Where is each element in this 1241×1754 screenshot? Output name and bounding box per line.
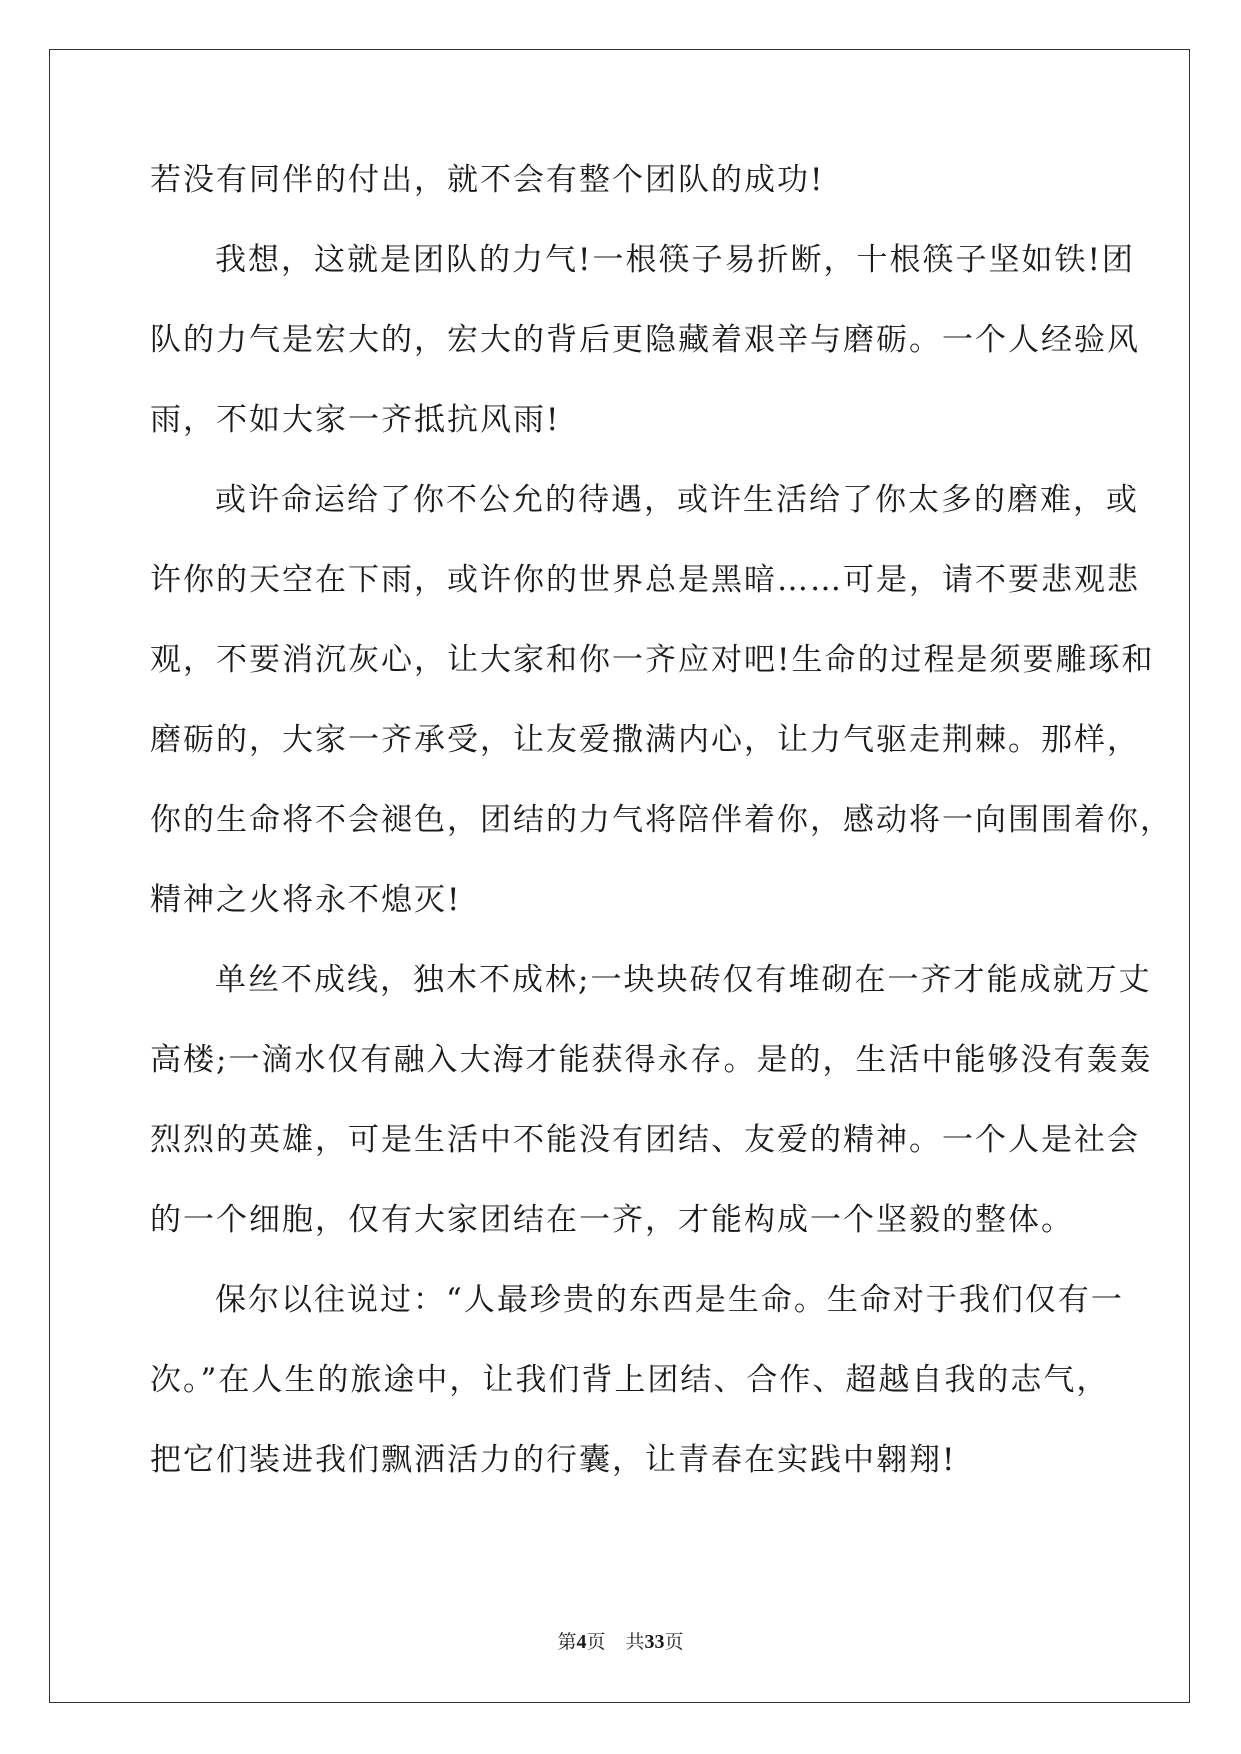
paragraph-start-line: 保尔以往说过：“人最珍贵的东西是生命。生命对于我们仅有一 xyxy=(215,1282,1124,1318)
page-number: 4 xyxy=(576,1631,587,1653)
page-footer xyxy=(0,1627,1241,1654)
footer-prefix: 第 xyxy=(557,1632,577,1653)
footer-total-suffix: 页 xyxy=(664,1632,684,1653)
text-line: 你的生命将不会褪色，团结的力气将陪伴着你，感动将一向围围着你， xyxy=(150,802,1173,838)
text-line: 精神之火将永不熄灭! xyxy=(150,882,462,918)
footer-total-prefix: 共 xyxy=(625,1632,645,1653)
paragraph-start-line: 单丝不成线，独木不成林;一块块砖仅有堆砌在一齐才能成就万丈 xyxy=(215,962,1152,998)
text-line: 观，不要消沉灰心，让大家和你一齐应对吧!生命的过程是须要雕琢和 xyxy=(150,642,1155,678)
text-line: 磨砺的，大家一齐承受，让友爱撒满内心，让力气驱走荆棘。那样， xyxy=(150,722,1140,758)
text-line: 雨，不如大家一齐抵抗风雨! xyxy=(150,402,561,438)
text-line: 高楼;一滴水仅有融入大海才能获得永存。是的，生活中能够没有轰轰 xyxy=(150,1042,1153,1078)
text-line: 的一个细胞，仅有大家团结在一齐，才能构成一个坚毅的整体。 xyxy=(150,1202,1074,1238)
paragraph-start-line: 或许命运给了你不公允的待遇，或许生活给了你太多的磨难，或 xyxy=(215,482,1139,518)
text-line: 烈烈的英雄，可是生活中不能没有团结、友爱的精神。一个人是社会 xyxy=(150,1122,1140,1158)
paragraph-start-line: 我想，这就是团队的力气!一根筷子易折断，十根筷子坚如铁!团 xyxy=(215,242,1135,278)
text-line: 许你的天空在下雨，或许你的世界总是黑暗……可是，请不要悲观悲 xyxy=(150,562,1140,598)
text-line: 若没有同伴的付出，就不会有整个团队的成功! xyxy=(150,162,825,198)
text-line: 把它们装进我们飘洒活力的行囊，让青春在实践中翱翔! xyxy=(150,1442,957,1478)
footer-page-suffix: 页 xyxy=(586,1632,606,1653)
total-pages: 33 xyxy=(644,1631,665,1653)
text-line: 次。”在人生的旅途中，让我们背上团结、合作、超越自我的志气， xyxy=(150,1362,1110,1398)
text-line: 队的力气是宏大的，宏大的背后更隐藏着艰辛与磨砺。一个人经验风 xyxy=(150,322,1140,358)
